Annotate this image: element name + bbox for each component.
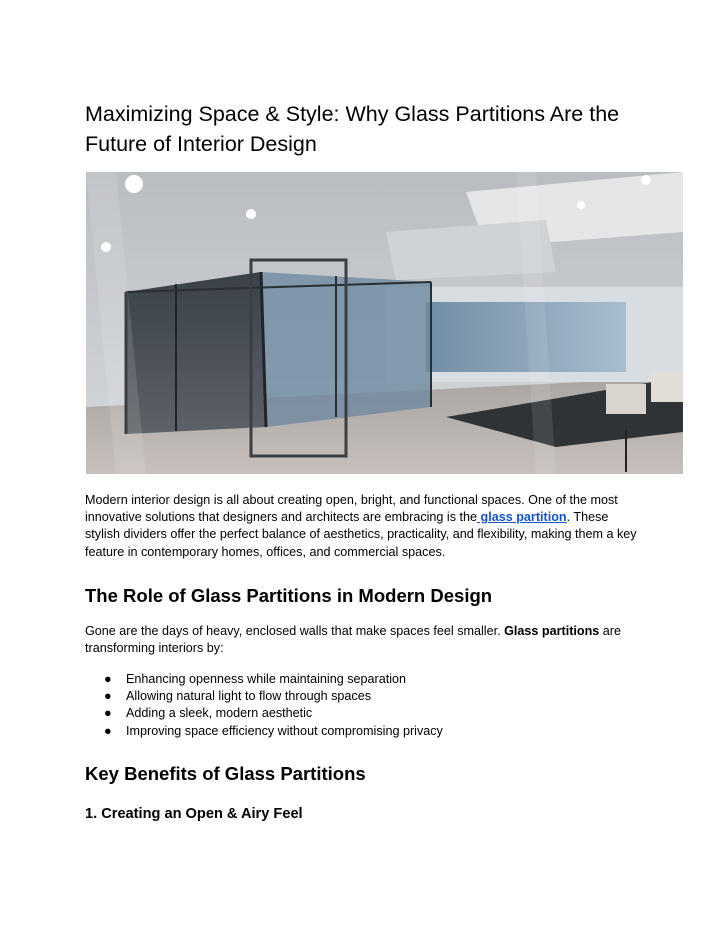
list-item-text: Adding a sleek, modern aesthetic [126,706,313,721]
bullet-icon: ● [104,706,112,721]
article-title: Maximizing Space & Style: Why Glass Partitions Are the Future of Interior Design [85,102,620,156]
glass-partition-office-photo [86,172,683,474]
role-text-bold: Glass partitions [504,624,600,638]
list-item [85,671,443,688]
list-item [85,723,443,740]
section-heading-role: The Role of Glass Partitions in Modern Design [85,585,493,606]
glass-partition-link[interactable]: glass partition [477,510,567,525]
bullet-icon: ● [104,689,112,704]
subsection-heading-open-airy: 1. Creating an Open & Airy Feel [85,806,303,822]
intro-text-before-link: Modern interior design is all about creating open, bright, and functional spaces. One of the most innovative solutions that designers and architects are embracing is the [85,493,618,525]
section-heading-benefits: Key Benefits of Glass Partitions [85,763,366,784]
bullet-icon: ● [104,723,112,738]
role-text-before-bold: Gone are the days of heavy, enclosed walls that make spaces feel smaller. [85,624,505,638]
office-photo-illustration [86,172,683,474]
list-item [85,688,443,705]
role-paragraph [85,623,645,657]
list-item-text: Allowing natural light to flow through spaces [126,689,372,704]
intro-text-after-link: . These stylish dividers offer the perfect balance of aesthetics, practicality, and flexibility, making them a key feature in contemporary homes, offices, and commercial spaces. [85,510,637,559]
list-item [85,705,443,722]
bullet-icon: ● [104,672,112,686]
role-text-after-bold: are transforming interiors by: [85,624,621,656]
list-item-text: Enhancing openness while maintaining separation [126,672,407,686]
intro-paragraph [85,492,645,561]
benefits-bullet-list [85,671,443,740]
list-item-text: Improving space efficiency without compromising privacy [126,723,443,738]
